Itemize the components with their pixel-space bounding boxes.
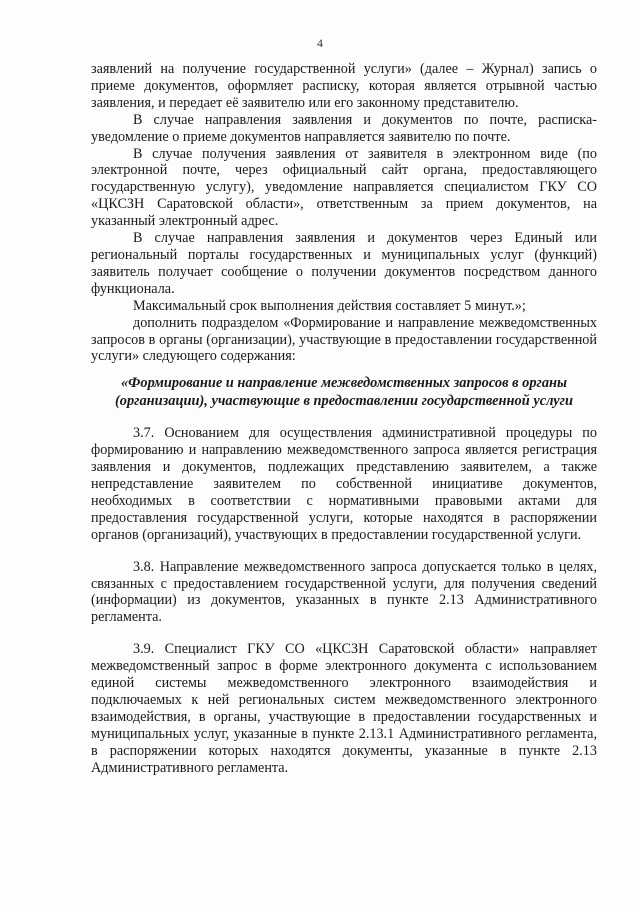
clause-3-8: 3.8. Направление межведомственного запроса допускается только в целях, связанных с предоставлением государственной услуги, для получения сведений (информации) из документов, указанных в пункте 2.13 Административного регламента. <box>91 558 597 626</box>
page-number: 4 <box>317 36 323 50</box>
paragraph: В случае направления заявления и документов по почте, расписка-уведомление о приеме документов направляется заявителю по почте. <box>91 111 597 145</box>
document-body <box>91 61 597 777</box>
section-heading: «Формирование и направление межведомственных запросов в органы (организации), участвующие в предоставлении государственной услуги <box>114 375 573 409</box>
paragraph: В случае направления заявления и документов через Единый или региональный порталы государственных и муниципальных услуг (функций) заявитель получает сообщение о получении документов посредством данного функционала. <box>91 230 597 297</box>
paragraph: дополнить подразделом «Формирование и направление межведомственных запросов в органы (организации), участвующие в предоставлении государственной услуги» следующего содержания: <box>91 314 597 365</box>
paragraph: В случае получения заявления от заявителя в электронном виде (по электронной почте, через официальный сайт органа, предоставляющего государственную услугу), уведомление направляется специалистом ГКУ СО «ЦКСЗН Саратовской области», ответственным за прием документов, на указанный электронный адрес. <box>91 145 597 230</box>
clause-3-9: 3.9. Специалист ГКУ СО «ЦКСЗН Саратовской области» направляет межведомственный запрос в форме электронного документа с использованием единой системы межведомственного электронного взаимодействия и подключаемых к ней региональных систем межведомственного электронного взаимодействия, в органы, участвующие в предоставлении государственных и муниципальных услуг, указанные в пункте 2.13.1 Административного регламента, в распоряжении которых находятся документы, указанные в пункте 2.13 Административного регламента. <box>91 641 597 776</box>
clause-3-7: 3.7. Основанием для осуществления административной процедуры по формированию и направлению межведомственного запроса является регистрация заявления и документов, подлежащих представлению заявителем, а также непредставление заявителем по собственной инициативе документов, необходимых в соответствии с нормативными правовыми актами для предоставления государственной услуги, которые находятся в распоряжении органов (организаций), участвующих в предоставлении государственной услуги. <box>91 425 597 543</box>
paragraph: Максимальный срок выполнения действия составляет 5 минут.»; <box>133 297 526 314</box>
paragraph: заявлений на получение государственной услуги» (далее – Журнал) запись о приеме документов, оформляет расписку, которая является отрывной частью заявления, и передает её заявителю или его законному представителю. <box>91 61 597 111</box>
